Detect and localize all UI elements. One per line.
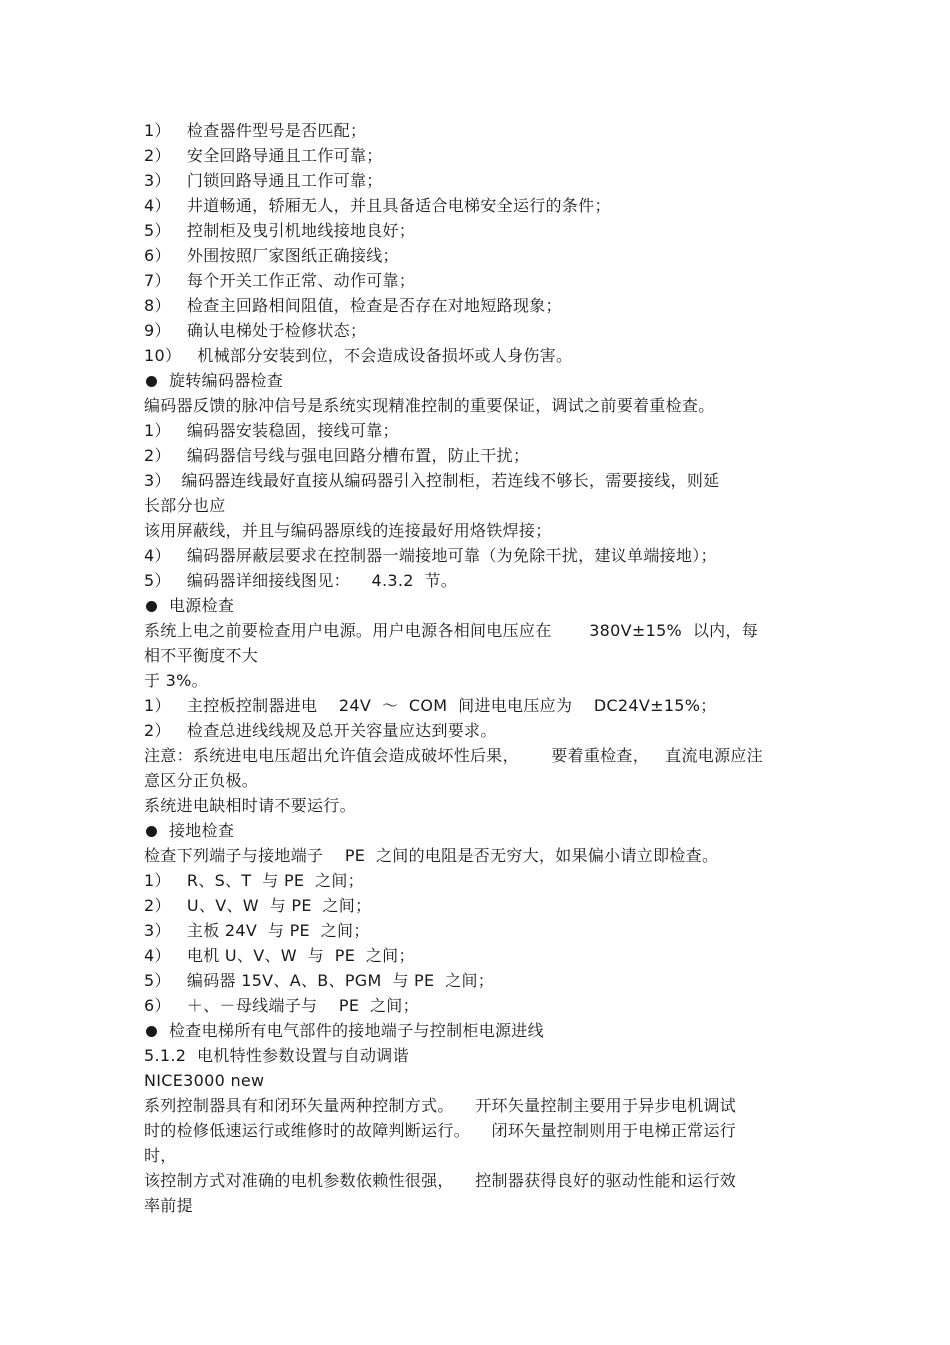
text-line: 3） 编码器连线最好直接从编码器引入控制柜，若连线不够长，需要接线，则延 — [144, 471, 720, 490]
text-line: 1） 检查器件型号是否匹配； — [144, 121, 367, 140]
section-heading-text: 接地检查 — [169, 821, 235, 840]
section-heading — [144, 593, 824, 618]
document-body — [144, 118, 824, 1218]
text-line: 6） 外围按照厂家图纸正确接线； — [144, 246, 399, 265]
text-line: 时的检修低速运行或维修时的故障判断运行。 闭环矢量控制则用于电梯正常运行 — [144, 1121, 737, 1140]
text-line: 率前提 — [144, 1196, 193, 1215]
text-line: 4） 电机 U、V、W 与 PE 之间； — [144, 946, 415, 965]
text-line: 1） R、S、T 与 PE 之间； — [144, 871, 364, 890]
text-line: 4） 井道畅通，轿厢无人，并且具备适合电梯安全运行的条件； — [144, 196, 611, 215]
section-heading-text: 电源检查 — [169, 596, 235, 615]
text-line: 长部分也应 — [144, 496, 226, 515]
text-line: 9） 确认电梯处于检修状态； — [144, 321, 367, 340]
text-line: 意区分正负极。 — [144, 771, 259, 790]
text-line: 于 3%。 — [144, 671, 208, 690]
text-line: 1） 编码器安装稳固，接线可靠； — [144, 421, 399, 440]
text-line: 4） 编码器屏蔽层要求在控制器一端接地可靠（为免除干扰，建议单端接地）； — [144, 546, 717, 565]
text-line: 系统进电缺相时请不要运行。 — [144, 796, 356, 815]
text-line: 3） 主板 24V 与 PE 之间； — [144, 921, 370, 940]
section-heading — [144, 1018, 824, 1043]
section-heading — [144, 818, 824, 843]
text-line: 系统上电之前要检查用户电源。用户电源各相间电压应在 380V±15% 以内，每 — [144, 621, 759, 640]
text-line: 10） 机械部分安装到位，不会造成设备损坏或人身伤害。 — [144, 346, 573, 365]
section-heading-text: 检查电梯所有电气部件的接地端子与控制柜电源进线 — [169, 1021, 544, 1040]
text-line: 相不平衡度不大 — [144, 646, 259, 665]
bullet-icon — [146, 826, 157, 837]
text-line: 5） 编码器 15V、A、B、PGM 与 PE 之间； — [144, 971, 495, 990]
text-line: 3） 门锁回路导通且工作可靠； — [144, 171, 383, 190]
text-line: 时， — [144, 1146, 177, 1165]
text-line: 8） 检查主回路相间阻值，检查是否存在对地短路现象； — [144, 296, 562, 315]
text-line: 系列控制器具有和闭环矢量两种控制方式。 开环矢量控制主要用于异步电机调试 — [144, 1096, 737, 1115]
text-line: 2） 编码器信号线与强电回路分槽布置，防止干扰； — [144, 446, 530, 465]
text-line: 检查下列端子与接地端子 PE 之间的电阻是否无穷大，如果偏小请立即检查。 — [144, 846, 719, 865]
text-line: 5） 编码器详细接线图见： 4.3.2 节。 — [144, 571, 458, 590]
text-line: 1） 主控板控制器进电 24V ～ COM 间进电电压应为 DC24V±15%； — [144, 696, 717, 715]
text-line: 2） 检查总进线线规及总开关容量应达到要求。 — [144, 721, 497, 740]
text-line: 该控制方式对准确的电机参数依赖性很强， 控制器获得良好的驱动性能和运行效 — [144, 1171, 737, 1190]
text-line: 7） 每个开关工作正常、动作可靠； — [144, 271, 416, 290]
bullet-icon — [146, 601, 157, 612]
bullet-icon — [146, 1026, 157, 1037]
text-line: 注意：系统进电电压超出允许值会造成破坏性后果， 要着重检查， 直流电源应注 — [144, 746, 763, 765]
bullet-icon — [146, 376, 157, 387]
section-heading — [144, 368, 824, 393]
text-line: 该用屏蔽线，并且与编码器原线的连接最好用烙铁焊接； — [144, 521, 552, 540]
text-line: 编码器反馈的脉冲信号是系统实现精准控制的重要保证，调试之前要着重检查。 — [144, 396, 715, 415]
section-heading-text: 旋转编码器检查 — [169, 371, 284, 390]
text-line: 2） U、V、W 与 PE 之间； — [144, 896, 372, 915]
text-line: 5.1.2 电机特性参数设置与自动调谐 — [144, 1046, 409, 1065]
text-line: NICE3000 new — [144, 1071, 265, 1090]
text-line: 2） 安全回路导通且工作可靠； — [144, 146, 383, 165]
text-line: 5） 控制柜及曳引机地线接地良好； — [144, 221, 416, 240]
text-line: 6） ＋、－母线端子与 PE 之间； — [144, 996, 419, 1015]
